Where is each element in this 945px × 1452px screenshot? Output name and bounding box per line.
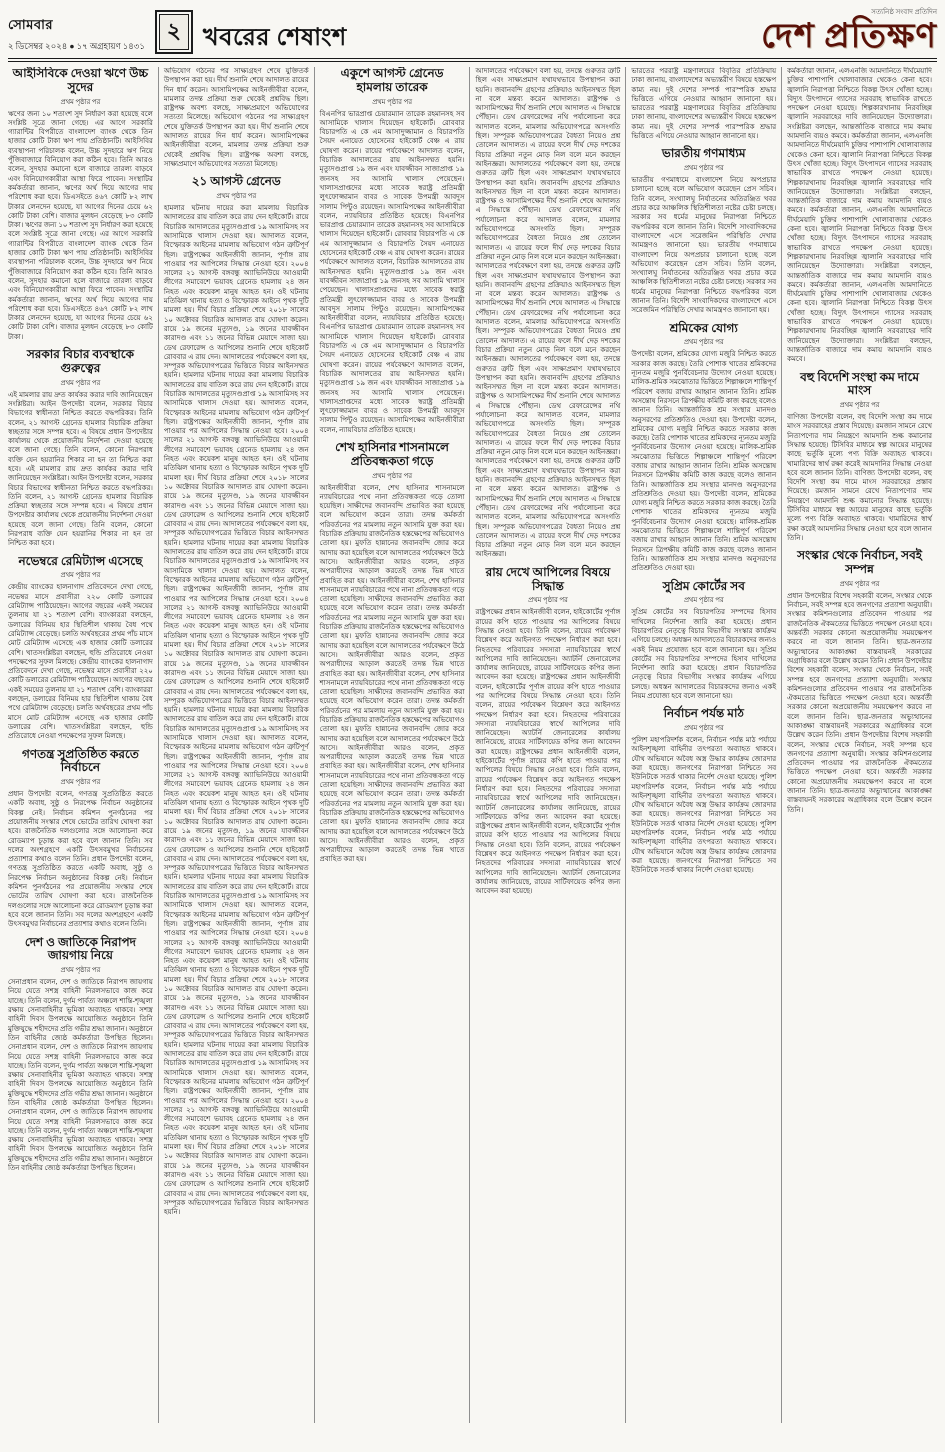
continued-label: প্রথম পৃষ্ঠার পর xyxy=(60,572,101,580)
article xyxy=(320,67,465,435)
article xyxy=(631,322,776,574)
news-column-2 xyxy=(159,67,315,1423)
article xyxy=(8,555,153,742)
article-headline: গণতন্ত্র সুপ্রতিষ্ঠিত করতে নির্বাচনে xyxy=(21,746,139,775)
article-body: সেনাপ্রধান বলেন, দেশ ও জাতিকে নিরাপদ জায়গায় নিয়ে যেতে সশস্ত্র বাহিনী নিরলসভাবে কাজ করে যাচ্ছে। তিনি বলেন, দুর্গম পার্বত্য অঞ্চলে শান্তি-শৃঙ্খলা রক্ষায় সেনাবাহিনীর ভূমিকা অব্যাহত থাকবে। সশস্ত্র বাহিনী দিবস উপলক্ষে আয়োজিত অনুষ্ঠানে তিনি মুক্তিযুদ্ধে শহীদদের প্রতি গভীর শ্রদ্ধা জানান। অনুষ্ঠানে তিন বাহিনীর জ্যেষ্ঠ কর্মকর্তারা উপস্থিত ছিলেন। সেনাপ্রধান বলেন, দেশ ও জাতিকে নিরাপদ জায়গায় নিয়ে যেতে সশস্ত্র বাহিনী নিরলসভাবে কাজ করে যাচ্ছে। তিনি বলেন, দুর্গম পার্বত্য অঞ্চলে শান্তি-শৃঙ্খলা রক্ষায় সেনাবাহিনীর ভূমিকা অব্যাহত থাকবে। সশস্ত্র বাহিনী দিবস উপলক্ষে আয়োজিত অনুষ্ঠানে তিনি মুক্তিযুদ্ধে শহীদদের প্রতি গভীর শ্রদ্ধা জানান। অনুষ্ঠানে তিন বাহিনীর জ্যেষ্ঠ কর্মকর্তারা উপস্থিত ছিলেন। সেনাপ্রধান বলেন, দেশ ও জাতিকে নিরাপদ জায়গায় নিয়ে যেতে সশস্ত্র বাহিনী নিরলসভাবে কাজ করে যাচ্ছে। তিনি বলেন, দুর্গম পার্বত্য অঞ্চলে শান্তি-শৃঙ্খলা রক্ষায় সেনাবাহিনীর ভূমিকা অব্যাহত থাকবে। সশস্ত্র বাহিনী দিবস উপলক্ষে আয়োজিত অনুষ্ঠানে তিনি মুক্তিযুদ্ধে শহীদদের প্রতি গভীর শ্রদ্ধা জানান। অনুষ্ঠানে তিন বাহিনীর জ্যেষ্ঠ কর্মকর্তারা উপস্থিত ছিলেন। xyxy=(8,978,153,1173)
page-number-badge xyxy=(155,10,193,54)
continued-label: প্রথম পৃষ্ঠার পর xyxy=(60,379,101,387)
continued-label: প্রথম পৃষ্ঠার পর xyxy=(60,779,101,787)
continued-label: প্রথম পৃষ্ঠার পর xyxy=(683,725,724,733)
news-columns xyxy=(8,67,937,1423)
article-body: প্রধান উপদেষ্টার বিশেষ সহকারী বলেন, সংস্কার থেকে নির্বাচন, সবই সম্পন্ন হবে জনগণের প্রত্যাশা অনুযায়ী। সংস্কার কমিশনগুলোর প্রতিবেদন পাওয়ার পর রাজনৈতিক ঐকমত্যের ভিত্তিতে পদক্ষেপ নেওয়া হবে। অন্তর্বর্তী সরকার কোনো অপ্রয়োজনীয় সময়ক্ষেপণ করবে না বলে জানান তিনি। ছাত্র-জনতার অভ্যুত্থানের আকাঙ্ক্ষা বাস্তবায়নই সরকারের অগ্রাধিকার বলে উল্লেখ করেন তিনি। প্রধান উপদেষ্টার বিশেষ সহকারী বলেন, সংস্কার থেকে নির্বাচন, সবই সম্পন্ন হবে জনগণের প্রত্যাশা অনুযায়ী। সংস্কার কমিশনগুলোর প্রতিবেদন পাওয়ার পর রাজনৈতিক ঐকমত্যের ভিত্তিতে পদক্ষেপ নেওয়া হবে। অন্তর্বর্তী সরকার কোনো অপ্রয়োজনীয় সময়ক্ষেপণ করবে না বলে জানান তিনি। ছাত্র-জনতার অভ্যুত্থানের আকাঙ্ক্ষা বাস্তবায়নই সরকারের অগ্রাধিকার বলে উল্লেখ করেন তিনি। প্রধান উপদেষ্টার বিশেষ সহকারী বলেন, সংস্কার থেকে নির্বাচন, সবই সম্পন্ন হবে জনগণের প্রত্যাশা অনুযায়ী। সংস্কার কমিশনগুলোর প্রতিবেদন পাওয়ার পর রাজনৈতিক ঐকমত্যের ভিত্তিতে পদক্ষেপ নেওয়া হবে। অন্তর্বর্তী সরকার কোনো অপ্রয়োজনীয় সময়ক্ষেপণ করবে না বলে জানান তিনি। ছাত্র-জনতার অভ্যুত্থানের আকাঙ্ক্ষা বাস্তবায়নই সরকারের অগ্রাধিকার বলে উল্লেখ করেন তিনি। xyxy=(787,591,932,814)
continued-label: প্রথম পৃষ্ঠার পর xyxy=(839,402,880,410)
continued-label: প্রথম পৃষ্ঠার পর xyxy=(372,472,412,480)
article-headline: সুপ্রিম কোর্টের সব xyxy=(662,578,745,593)
article-body: সুপ্রিম কোর্টের সব বিচারপতির সম্পদের হিসাব দাখিলের নির্দেশনা জারি করা হয়েছে। প্রধান বিচারপতির নেতৃত্বে বিচার বিভাগীয় সংস্কার কার্যক্রম এগিয়ে চলছে। অধস্তন আদালতের বিচারকদের জন্যও একই নিয়ম প্রযোজ্য হবে বলে জানানো হয়। সুপ্রিম কোর্টের সব বিচারপতির সম্পদের হিসাব দাখিলের নির্দেশনা জারি করা হয়েছে। প্রধান বিচারপতির নেতৃত্বে বিচার বিভাগীয় সংস্কার কার্যক্রম এগিয়ে চলছে। অধস্তন আদালতের বিচারকদের জন্যও একই নিয়ম প্রযোজ্য হবে বলে জানানো হয়। xyxy=(631,608,777,701)
article-body: এই মামলার রায় দ্রুত কার্যকর করার দাবি জানিয়েছেন সংশ্লিষ্টরা। আইন উপদেষ্টা বলেন, সরকার বিচার বিভাগের স্বাধীনতা নিশ্চিত করতে বদ্ধপরিকর। তিনি বলেন, ২১ আগস্ট গ্রেনেড হামলার বিচারিক প্রক্রিয়া স্বচ্ছতার সঙ্গে সম্পন্ন হবে। এ বিষয়ে প্রধান উপদেষ্টার কার্যালয় থেকে প্রয়োজনীয় নির্দেশনা দেওয়া হয়েছে বলে জানা গেছে। তিনি বলেন, কোনো নিরপরাধ ব্যক্তি যেন হয়রানির শিকার না হন তা নিশ্চিত করা হবে। এই মামলার রায় দ্রুত কার্যকর করার দাবি জানিয়েছেন সংশ্লিষ্টরা। আইন উপদেষ্টা বলেন, সরকার বিচার বিভাগের স্বাধীনতা নিশ্চিত করতে বদ্ধপরিকর। তিনি বলেন, ২১ আগস্ট গ্রেনেড হামলার বিচারিক প্রক্রিয়া স্বচ্ছতার সঙ্গে সম্পন্ন হবে। এ বিষয়ে প্রধান উপদেষ্টার কার্যালয় থেকে প্রয়োজনীয় নির্দেশনা দেওয়া হয়েছে বলে জানা গেছে। তিনি বলেন, কোনো নিরপরাধ ব্যক্তি যেন হয়রানির শিকার না হন তা নিশ্চিত করা হবে। xyxy=(8,390,153,548)
article xyxy=(164,175,309,1217)
article-headline: সংস্কার থেকে নির্বাচন, সবই সম্পন্ন xyxy=(797,548,923,577)
page-number: ২ xyxy=(166,17,181,43)
article-continuation xyxy=(164,67,309,169)
continued-label: প্রথম পৃষ্ঠার পর xyxy=(683,597,724,605)
article-headline: একুশে আগস্ট গ্রেনেড হামলায় তারেক xyxy=(340,67,444,94)
article-body: ভারতের পররাষ্ট্র মন্ত্রণালয়ের বিবৃতির প্রতিক্রিয়ায় ঢাকা জানায়, বাংলাদেশের অভ্যন্তরীণ বিষয়ে হস্তক্ষেপ কাম্য নয়। দুই দেশের সম্পর্ক পারস্পরিক শ্রদ্ধার ভিত্তিতে এগিয়ে নেওয়ার আহ্বান জানানো হয়। ভারতের পররাষ্ট্র মন্ত্রণালয়ের বিবৃতির প্রতিক্রিয়ায় ঢাকা জানায়, বাংলাদেশের অভ্যন্তরীণ বিষয়ে হস্তক্ষেপ কাম্য নয়। দুই দেশের সম্পর্ক পারস্পরিক শ্রদ্ধার ভিত্তিতে এগিয়ে নেওয়ার আহ্বান জানানো হয়। xyxy=(631,67,777,141)
masthead-block xyxy=(687,6,937,54)
article-body: ঋণের জন্য ১০ শতাংশ সুদ নির্ধারণ করা হয়েছে বলে সংশ্লিষ্ট সূত্রে জানা গেছে। এর আগে সরকারি গ্যারান্টির বিপরীতে বাংলাদেশ ব্যাংক থেকে তিন হাজার কোটি টাকা ঋণ পায় প্রতিষ্ঠানটি। আইসিবির ব্যবস্থাপনা পরিচালক বলেন, উচ্চ সুদহারে ঋণ নিয়ে পুঁজিবাজারে বিনিয়োগ করা কঠিন হবে। তিনি আরও বলেন, সুদহার কমানো হলে বাজারে তারল্য বাড়বে এবং বিনিয়োগকারীরা আস্থা ফিরে পাবেন। সংস্থাটির কর্মকর্তারা জানান, ঋণের অর্থ দিয়ে আগের দায় পরিশোধ করা হবে। ডিএসইতে ৪৬৭ কোটি ৮২ লাখ টাকার লেনদেন হয়েছে, যা আগের দিনের চেয়ে ৬২ কোটি টাকা বেশি। বাজার মূলধন বেড়েছে ৮৩ কোটি টাকা। ঋণের জন্য ১০ শতাংশ সুদ নির্ধারণ করা হয়েছে বলে সংশ্লিষ্ট সূত্রে জানা গেছে। এর আগে সরকারি গ্যারান্টির বিপরীতে বাংলাদেশ ব্যাংক থেকে তিন হাজার কোটি টাকা ঋণ পায় প্রতিষ্ঠানটি। আইসিবির ব্যবস্থাপনা পরিচালক বলেন, উচ্চ সুদহারে ঋণ নিয়ে পুঁজিবাজারে বিনিয়োগ করা কঠিন হবে। তিনি আরও বলেন, সুদহার কমানো হলে বাজারে তারল্য বাড়বে এবং বিনিয়োগকারীরা আস্থা ফিরে পাবেন। সংস্থাটির কর্মকর্তারা জানান, ঋণের অর্থ দিয়ে আগের দায় পরিশোধ করা হবে। ডিএসইতে ৪৬৭ কোটি ৮২ লাখ টাকার লেনদেন হয়েছে, যা আগের দিনের চেয়ে ৬২ কোটি টাকা বেশি। বাজার মূলধন বেড়েছে ৮৩ কোটি টাকা। xyxy=(8,109,153,341)
article-body: অভিযোগ গঠনের পর সাক্ষ্যগ্রহণ শেষে যুক্তিতর্ক উপস্থাপন করা হয়। দীর্ঘ শুনানি শেষে আদালত রায়ের দিন ধার্য করেন। আসামিপক্ষের আইনজীবীরা বলেন, মামলার তদন্ত প্রক্রিয়া শুরু থেকেই প্রশ্নবিদ্ধ ছিল। রাষ্ট্রপক্ষ অবশ্য বলছে, সাক্ষ্যপ্রমাণে অভিযোগের সত্যতা মিলেছে। অভিযোগ গঠনের পর সাক্ষ্যগ্রহণ শেষে যুক্তিতর্ক উপস্থাপন করা হয়। দীর্ঘ শুনানি শেষে আদালত রায়ের দিন ধার্য করেন। আসামিপক্ষের আইনজীবীরা বলেন, মামলার তদন্ত প্রক্রিয়া শুরু থেকেই প্রশ্নবিদ্ধ ছিল। রাষ্ট্রপক্ষ অবশ্য বলছে, সাক্ষ্যপ্রমাণে অভিযোগের সত্যতা মিলেছে। xyxy=(163,67,309,168)
continued-label: প্রথম পৃষ্ঠার পর xyxy=(216,193,257,201)
article-headline: ২১ আগস্ট গ্রেনেড xyxy=(191,174,281,189)
article-headline: নির্বাচন পর্যন্ত মাঠ xyxy=(663,706,744,721)
article-headline: বহু বিদেশি সংস্থা কম দামে মাংস xyxy=(800,369,920,398)
article-headline: শেখ হাসিনার শাসনামলে প্রতিবন্ধকতা গড়ে xyxy=(335,439,449,468)
article-body: কর্মকর্তারা জানান, এলএনজি আমদানিতে দীর্ঘমেয়াদি চুক্তির পাশাপাশি খোলাবাজার থেকেও কেনা হবে। জ্বালানি নিরাপত্তা নিশ্চিতে বিকল্প উৎস খোঁজা হচ্ছে। বিদ্যুৎ উৎপাদনে গ্যাসের সরবরাহ স্বাভাবিক রাখতে পদক্ষেপ নেওয়া হয়েছে। শিল্পকারখানায় নিরবচ্ছিন্ন জ্বালানি সরবরাহের দাবি জানিয়েছেন উদ্যোক্তারা। সংশ্লিষ্টরা বলছেন, আন্তর্জাতিক বাজারে দাম কমায় আমদানি ব্যয়ও কমবে। কর্মকর্তারা জানান, এলএনজি আমদানিতে দীর্ঘমেয়াদি চুক্তির পাশাপাশি খোলাবাজার থেকেও কেনা হবে। জ্বালানি নিরাপত্তা নিশ্চিতে বিকল্প উৎস খোঁজা হচ্ছে। বিদ্যুৎ উৎপাদনে গ্যাসের সরবরাহ স্বাভাবিক রাখতে পদক্ষেপ নেওয়া হয়েছে। শিল্পকারখানায় নিরবচ্ছিন্ন জ্বালানি সরবরাহের দাবি জানিয়েছেন উদ্যোক্তারা। সংশ্লিষ্টরা বলছেন, আন্তর্জাতিক বাজারে দাম কমায় আমদানি ব্যয়ও কমবে। কর্মকর্তারা জানান, এলএনজি আমদানিতে দীর্ঘমেয়াদি চুক্তির পাশাপাশি খোলাবাজার থেকেও কেনা হবে। জ্বালানি নিরাপত্তা নিশ্চিতে বিকল্প উৎস খোঁজা হচ্ছে। বিদ্যুৎ উৎপাদনে গ্যাসের সরবরাহ স্বাভাবিক রাখতে পদক্ষেপ নেওয়া হয়েছে। শিল্পকারখানায় নিরবচ্ছিন্ন জ্বালানি সরবরাহের দাবি জানিয়েছেন উদ্যোক্তারা। সংশ্লিষ্টরা বলছেন, আন্তর্জাতিক বাজারে দাম কমায় আমদানি ব্যয়ও কমবে। কর্মকর্তারা জানান, এলএনজি আমদানিতে দীর্ঘমেয়াদি চুক্তির পাশাপাশি খোলাবাজার থেকেও কেনা হবে। জ্বালানি নিরাপত্তা নিশ্চিতে বিকল্প উৎস খোঁজা হচ্ছে। বিদ্যুৎ উৎপাদনে গ্যাসের সরবরাহ স্বাভাবিক রাখতে পদক্ষেপ নেওয়া হয়েছে। শিল্পকারখানায় নিরবচ্ছিন্ন জ্বালানি সরবরাহের দাবি জানিয়েছেন উদ্যোক্তারা। সংশ্লিষ্টরা বলছেন, আন্তর্জাতিক বাজারে দাম কমায় আমদানি ব্যয়ও কমবে। xyxy=(787,67,932,364)
article xyxy=(8,67,153,342)
masthead-tagline: সত্যনিষ্ঠ সংবাদ প্রতিদিন xyxy=(871,8,937,16)
day-date-block xyxy=(8,16,145,54)
article-headline: দেশ ও জাতিকে নিরাপদ জায়গায় নিয়ে xyxy=(24,934,136,963)
continued-label: প্রথম পৃষ্ঠার পর xyxy=(839,580,880,588)
article-headline: রায় দেখে আপিলের বিষয়ে সিদ্ধান্ত xyxy=(485,564,611,593)
article xyxy=(8,348,153,549)
article-continuation xyxy=(787,67,932,365)
page-header xyxy=(8,6,937,62)
article-body: আইনজীবীরা বলেন, শেখ হাসিনার শাসনামলে ন্যায়বিচারের পথে নানা প্রতিবন্ধকতা গড়ে তোলা হয়েছিল। সাক্ষীদের জবানবন্দি প্রভাবিত করা হয়েছে বলে অভিযোগ করেন তারা। তদন্ত কর্মকর্তা পরিবর্তনের পর মামলায় নতুন আসামি যুক্ত করা হয়। বিচারিক প্রক্রিয়ায় রাজনৈতিক হস্তক্ষেপের অভিযোগও তোলা হয়। মুফতি হান্নানের জবানবন্দি জোর করে আদায় করা হয়েছিল বলে আদালতের পর্যবেক্ষণে উঠে আসে। আইনজীবীরা আরও বলেন, প্রকৃত অপরাধীদের আড়াল করতেই তদন্ত ভিন্ন খাতে প্রবাহিত করা হয়। আইনজীবীরা বলেন, শেখ হাসিনার শাসনামলে ন্যায়বিচারের পথে নানা প্রতিবন্ধকতা গড়ে তোলা হয়েছিল। সাক্ষীদের জবানবন্দি প্রভাবিত করা হয়েছে বলে অভিযোগ করেন তারা। তদন্ত কর্মকর্তা পরিবর্তনের পর মামলায় নতুন আসামি যুক্ত করা হয়। বিচারিক প্রক্রিয়ায় রাজনৈতিক হস্তক্ষেপের অভিযোগও তোলা হয়। মুফতি হান্নানের জবানবন্দি জোর করে আদায় করা হয়েছিল বলে আদালতের পর্যবেক্ষণে উঠে আসে। আইনজীবীরা আরও বলেন, প্রকৃত অপরাধীদের আড়াল করতেই তদন্ত ভিন্ন খাতে প্রবাহিত করা হয়। আইনজীবীরা বলেন, শেখ হাসিনার শাসনামলে ন্যায়বিচারের পথে নানা প্রতিবন্ধকতা গড়ে তোলা হয়েছিল। সাক্ষীদের জবানবন্দি প্রভাবিত করা হয়েছে বলে অভিযোগ করেন তারা। তদন্ত কর্মকর্তা পরিবর্তনের পর মামলায় নতুন আসামি যুক্ত করা হয়। বিচারিক প্রক্রিয়ায় রাজনৈতিক হস্তক্ষেপের অভিযোগও তোলা হয়। মুফতি হান্নানের জবানবন্দি জোর করে আদায় করা হয়েছিল বলে আদালতের পর্যবেক্ষণে উঠে আসে। আইনজীবীরা আরও বলেন, প্রকৃত অপরাধীদের আড়াল করতেই তদন্ত ভিন্ন খাতে প্রবাহিত করা হয়। আইনজীবীরা বলেন, শেখ হাসিনার শাসনামলে ন্যায়বিচারের পথে নানা প্রতিবন্ধকতা গড়ে তোলা হয়েছিল। সাক্ষীদের জবানবন্দি প্রভাবিত করা হয়েছে বলে অভিযোগ করেন তারা। তদন্ত কর্মকর্তা পরিবর্তনের পর মামলায় নতুন আসামি যুক্ত করা হয়। বিচারিক প্রক্রিয়ায় রাজনৈতিক হস্তক্ষেপের অভিযোগও তোলা হয়। মুফতি হান্নানের জবানবন্দি জোর করে আদায় করা হয়েছিল বলে আদালতের পর্যবেক্ষণে উঠে আসে। আইনজীবীরা আরও বলেন, প্রকৃত অপরাধীদের আড়াল করতেই তদন্ত ভিন্ন খাতে প্রবাহিত করা হয়। xyxy=(319,483,465,864)
news-column-4 xyxy=(470,67,626,1423)
article-headline: সরকার বিচার ব্যবস্থাকে গুরুত্বের xyxy=(26,347,134,375)
article-continuation xyxy=(475,67,620,560)
news-column-3 xyxy=(315,67,471,1423)
article xyxy=(8,748,153,930)
article-headline: ভারতীয় গণমাধ্যম xyxy=(661,146,746,161)
section-title: খবরের শেষাংশ xyxy=(202,25,347,51)
article-body: ভারতীয় গণমাধ্যমে বাংলাদেশ নিয়ে অপপ্রচার চালানো হচ্ছে বলে অভিযোগ করেছেন প্রেস সচিব। তিনি বলেন, সংখ্যালঘু নির্যাতনের অতিরঞ্জিত খবর প্রচার করে আঞ্চলিক স্থিতিশীলতা নষ্টের চেষ্টা চলছে। সরকার সব ধর্মের মানুষের নিরাপত্তা নিশ্চিতে বদ্ধপরিকর বলে জানান তিনি। বিদেশি সাংবাদিকদের বাংলাদেশে এসে সরেজমিন পরিস্থিতি দেখার আমন্ত্রণও জানানো হয়। ভারতীয় গণমাধ্যমে বাংলাদেশ নিয়ে অপপ্রচার চালানো হচ্ছে বলে অভিযোগ করেছেন প্রেস সচিব। তিনি বলেন, সংখ্যালঘু নির্যাতনের অতিরঞ্জিত খবর প্রচার করে আঞ্চলিক স্থিতিশীলতা নষ্টের চেষ্টা চলছে। সরকার সব ধর্মের মানুষের নিরাপত্তা নিশ্চিতে বদ্ধপরিকর বলে জানান তিনি। বিদেশি সাংবাদিকদের বাংলাদেশে এসে সরেজমিন পরিস্থিতি দেখার আমন্ত্রণও জানানো হয়। xyxy=(631,176,777,315)
news-column-6 xyxy=(782,67,937,1423)
continued-label: প্রথম পৃষ্ঠার পর xyxy=(683,339,724,347)
continued-label: প্রথম পৃষ্ঠার পর xyxy=(683,165,724,173)
article-body: বিএনপির ভারপ্রাপ্ত চেয়ারম্যান তারেক রহমানসহ সব আসামিকে খালাস দিয়েছেন হাইকোর্ট। রোববার বিচারপতি এ কে এম আসাদুজ্জামান ও বিচারপতি সৈয়দ এনায়েত হোসেনের হাইকোর্ট বেঞ্চ এ রায় ঘোষণা করেন। রায়ের পর্যবেক্ষণে আদালত বলেন, বিচারিক আদালতের রায় আইনসম্মত হয়নি। মৃত্যুদণ্ডপ্রাপ্ত ১৯ জন এবং যাবজ্জীবন সাজাপ্রাপ্ত ১৯ জনসহ সব আসামি খালাস পেয়েছেন। খালাসপ্রাপ্তদের মধ্যে সাবেক স্বরাষ্ট্র প্রতিমন্ত্রী লুৎফোজ্জামান বাবর ও সাবেক উপমন্ত্রী আবদুস সালাম পিন্টুও রয়েছেন। আসামিপক্ষের আইনজীবীরা বলেন, ন্যায়বিচার প্রতিষ্ঠিত হয়েছে। বিএনপির ভারপ্রাপ্ত চেয়ারম্যান তারেক রহমানসহ সব আসামিকে খালাস দিয়েছেন হাইকোর্ট। রোববার বিচারপতি এ কে এম আসাদুজ্জামান ও বিচারপতি সৈয়দ এনায়েত হোসেনের হাইকোর্ট বেঞ্চ এ রায় ঘোষণা করেন। রায়ের পর্যবেক্ষণে আদালত বলেন, বিচারিক আদালতের রায় আইনসম্মত হয়নি। মৃত্যুদণ্ডপ্রাপ্ত ১৯ জন এবং যাবজ্জীবন সাজাপ্রাপ্ত ১৯ জনসহ সব আসামি খালাস পেয়েছেন। খালাসপ্রাপ্তদের মধ্যে সাবেক স্বরাষ্ট্র প্রতিমন্ত্রী লুৎফোজ্জামান বাবর ও সাবেক উপমন্ত্রী আবদুস সালাম পিন্টুও রয়েছেন। আসামিপক্ষের আইনজীবীরা বলেন, ন্যায়বিচার প্রতিষ্ঠিত হয়েছে। বিএনপির ভারপ্রাপ্ত চেয়ারম্যান তারেক রহমানসহ সব আসামিকে খালাস দিয়েছেন হাইকোর্ট। রোববার বিচারপতি এ কে এম আসাদুজ্জামান ও বিচারপতি সৈয়দ এনায়েত হোসেনের হাইকোর্ট বেঞ্চ এ রায় ঘোষণা করেন। রায়ের পর্যবেক্ষণে আদালত বলেন, বিচারিক আদালতের রায় আইনসম্মত হয়নি। মৃত্যুদণ্ডপ্রাপ্ত ১৯ জন এবং যাবজ্জীবন সাজাপ্রাপ্ত ১৯ জনসহ সব আসামি খালাস পেয়েছেন। খালাসপ্রাপ্তদের মধ্যে সাবেক স্বরাষ্ট্র প্রতিমন্ত্রী লুৎফোজ্জামান বাবর ও সাবেক উপমন্ত্রী আবদুস সালাম পিন্টুও রয়েছেন। আসামিপক্ষের আইনজীবীরা বলেন, ন্যায়বিচার প্রতিষ্ঠিত হয়েছে। xyxy=(319,109,465,434)
article-body: রাষ্ট্রপক্ষের প্রধান আইনজীবী বলেন, হাইকোর্টের পূর্ণাঙ্গ রায়ের কপি হাতে পাওয়ার পর আপিলের বিষয়ে সিদ্ধান্ত নেওয়া হবে। তিনি বলেন, রায়ের পর্যবেক্ষণ বিশ্লেষণ করে আইনগত পদক্ষেপ নির্ধারণ করা হবে। নিহতদের পরিবারের সদস্যরা ন্যায়বিচারের স্বার্থে আপিলের দাবি জানিয়েছেন। অ্যাটর্নি জেনারেলের কার্যালয় জানিয়েছে, রায়ের সার্টিফায়েড কপির জন্য আবেদন করা হয়েছে। রাষ্ট্রপক্ষের প্রধান আইনজীবী বলেন, হাইকোর্টের পূর্ণাঙ্গ রায়ের কপি হাতে পাওয়ার পর আপিলের বিষয়ে সিদ্ধান্ত নেওয়া হবে। তিনি বলেন, রায়ের পর্যবেক্ষণ বিশ্লেষণ করে আইনগত পদক্ষেপ নির্ধারণ করা হবে। নিহতদের পরিবারের সদস্যরা ন্যায়বিচারের স্বার্থে আপিলের দাবি জানিয়েছেন। অ্যাটর্নি জেনারেলের কার্যালয় জানিয়েছে, রায়ের সার্টিফায়েড কপির জন্য আবেদন করা হয়েছে। রাষ্ট্রপক্ষের প্রধান আইনজীবী বলেন, হাইকোর্টের পূর্ণাঙ্গ রায়ের কপি হাতে পাওয়ার পর আপিলের বিষয়ে সিদ্ধান্ত নেওয়া হবে। তিনি বলেন, রায়ের পর্যবেক্ষণ বিশ্লেষণ করে আইনগত পদক্ষেপ নির্ধারণ করা হবে। নিহতদের পরিবারের সদস্যরা ন্যায়বিচারের স্বার্থে আপিলের দাবি জানিয়েছেন। অ্যাটর্নি জেনারেলের কার্যালয় জানিয়েছে, রায়ের সার্টিফায়েড কপির জন্য আবেদন করা হয়েছে। রাষ্ট্রপক্ষের প্রধান আইনজীবী বলেন, হাইকোর্টের পূর্ণাঙ্গ রায়ের কপি হাতে পাওয়ার পর আপিলের বিষয়ে সিদ্ধান্ত নেওয়া হবে। তিনি বলেন, রায়ের পর্যবেক্ষণ বিশ্লেষণ করে আইনগত পদক্ষেপ নির্ধারণ করা হবে। নিহতদের পরিবারের সদস্যরা ন্যায়বিচারের স্বার্থে আপিলের দাবি জানিয়েছেন। অ্যাটর্নি জেনারেলের কার্যালয় জানিয়েছে, রায়ের সার্টিফায়েড কপির জন্য আবেদন করা হয়েছে। xyxy=(475,608,621,896)
continued-label: প্রথম পৃষ্ঠার পর xyxy=(60,98,101,106)
article-body: প্রধান উপদেষ্টা বলেন, গণতন্ত্র সুপ্রতিষ্ঠিত করতে একটি অবাধ, সুষ্ঠু ও নিরপেক্ষ নির্বাচন অনুষ্ঠানের বিকল্প নেই। নির্বাচন কমিশন পুনর্গঠনের পর প্রয়োজনীয় সংস্কার শেষে ভোটের তারিখ ঘোষণা করা হবে। রাজনৈতিক দলগুলোর সঙ্গে আলোচনা করে রোডম্যাপ চূড়ান্ত করা হবে বলে জানান তিনি। সব দলের অংশগ্রহণে একটি উৎসবমুখর নির্বাচনের প্রত্যাশার কথাও বলেন তিনি। প্রধান উপদেষ্টা বলেন, গণতন্ত্র সুপ্রতিষ্ঠিত করতে একটি অবাধ, সুষ্ঠু ও নিরপেক্ষ নির্বাচন অনুষ্ঠানের বিকল্প নেই। নির্বাচন কমিশন পুনর্গঠনের পর প্রয়োজনীয় সংস্কার শেষে ভোটের তারিখ ঘোষণা করা হবে। রাজনৈতিক দলগুলোর সঙ্গে আলোচনা করে রোডম্যাপ চূড়ান্ত করা হবে বলে জানান তিনি। সব দলের অংশগ্রহণে একটি উৎসবমুখর নির্বাচনের প্রত্যাশার কথাও বলেন তিনি। xyxy=(8,790,153,929)
continued-label: প্রথম পৃষ্ঠার পর xyxy=(528,597,568,605)
article-body: উপদেষ্টা বলেন, শ্রমিকের যোগ্য মজুরি নিশ্চিত করতে সরকার কাজ করছে। তৈরি পোশাক খাতের শ্রমিকদের ন্যূনতম মজুরি পুনর্বিবেচনার উদ্যোগ নেওয়া হয়েছে। মালিক-শ্রমিক সমঝোতার ভিত্তিতে শিল্পাঞ্চলে শান্তিপূর্ণ পরিবেশ বজায় রাখার আহ্বান জানান তিনি। শ্রমিক অসন্তোষ নিরসনে ত্রিপক্ষীয় কমিটি কাজ করছে বলেও জানান তিনি। আন্তর্জাতিক শ্রম সংস্থার মানদণ্ড অনুসরণের প্রতিশ্রুতিও দেওয়া হয়। উপদেষ্টা বলেন, শ্রমিকের যোগ্য মজুরি নিশ্চিত করতে সরকার কাজ করছে। তৈরি পোশাক খাতের শ্রমিকদের ন্যূনতম মজুরি পুনর্বিবেচনার উদ্যোগ নেওয়া হয়েছে। মালিক-শ্রমিক সমঝোতার ভিত্তিতে শিল্পাঞ্চলে শান্তিপূর্ণ পরিবেশ বজায় রাখার আহ্বান জানান তিনি। শ্রমিক অসন্তোষ নিরসনে ত্রিপক্ষীয় কমিটি কাজ করছে বলেও জানান তিনি। আন্তর্জাতিক শ্রম সংস্থার মানদণ্ড অনুসরণের প্রতিশ্রুতিও দেওয়া হয়। উপদেষ্টা বলেন, শ্রমিকের যোগ্য মজুরি নিশ্চিত করতে সরকার কাজ করছে। তৈরি পোশাক খাতের শ্রমিকদের ন্যূনতম মজুরি পুনর্বিবেচনার উদ্যোগ নেওয়া হয়েছে। মালিক-শ্রমিক সমঝোতার ভিত্তিতে শিল্পাঞ্চলে শান্তিপূর্ণ পরিবেশ বজায় রাখার আহ্বান জানান তিনি। শ্রমিক অসন্তোষ নিরসনে ত্রিপক্ষীয় কমিটি কাজ করছে বলেও জানান তিনি। আন্তর্জাতিক শ্রম সংস্থার মানদণ্ড অনুসরণের প্রতিশ্রুতিও দেওয়া হয়। xyxy=(631,350,777,573)
news-column-5 xyxy=(626,67,782,1423)
article xyxy=(631,707,776,875)
article xyxy=(475,566,620,897)
article-headline: আইসিবিকে দেওয়া ঋণে উচ্চ সুদের xyxy=(12,67,149,94)
article-headline: শ্রমিকের যোগ্য xyxy=(669,320,738,335)
article-body: বাণিজ্য উপদেষ্টা বলেন, বহু বিদেশি সংস্থা কম দামে মাংস সরবরাহের প্রস্তাব দিয়েছে। রমজান সামনে রেখে নিত্যপণ্যের দাম নিয়ন্ত্রণে আমদানি শুল্ক কমানোর সিদ্ধান্ত হয়েছে। টিসিবির মাধ্যমে স্বল্প আয়ের মানুষের কাছে ভর্তুকি মূল্যে পণ্য বিক্রি অব্যাহত থাকবে। খামারিদের স্বার্থ রক্ষা করেই আমদানির সিদ্ধান্ত নেওয়া হবে বলে জানান তিনি। বাণিজ্য উপদেষ্টা বলেন, বহু বিদেশি সংস্থা কম দামে মাংস সরবরাহের প্রস্তাব দিয়েছে। রমজান সামনে রেখে নিত্যপণ্যের দাম নিয়ন্ত্রণে আমদানি শুল্ক কমানোর সিদ্ধান্ত হয়েছে। টিসিবির মাধ্যমে স্বল্প আয়ের মানুষের কাছে ভর্তুকি মূল্যে পণ্য বিক্রি অব্যাহত থাকবে। খামারিদের স্বার্থ রক্ষা করেই আমদানির সিদ্ধান্ত নেওয়া হবে বলে জানান তিনি। xyxy=(787,413,932,542)
masthead: দেশ প্রতিক্ষণ xyxy=(761,18,937,55)
article-body: পুলিশ মহাপরিদর্শক বলেন, নির্বাচন পর্যন্ত মাঠ পর্যায়ে আইনশৃঙ্খলা বাহিনীর তৎপরতা অব্যাহত থাকবে। যৌথ অভিযানে অবৈধ অস্ত্র উদ্ধার কার্যক্রম জোরদার করা হয়েছে। জনগণের নিরাপত্তা নিশ্চিতে সব ইউনিটকে সতর্ক থাকার নির্দেশ দেওয়া হয়েছে। পুলিশ মহাপরিদর্শক বলেন, নির্বাচন পর্যন্ত মাঠ পর্যায়ে আইনশৃঙ্খলা বাহিনীর তৎপরতা অব্যাহত থাকবে। যৌথ অভিযানে অবৈধ অস্ত্র উদ্ধার কার্যক্রম জোরদার করা হয়েছে। জনগণের নিরাপত্তা নিশ্চিতে সব ইউনিটকে সতর্ক থাকার নির্দেশ দেওয়া হয়েছে। পুলিশ মহাপরিদর্শক বলেন, নির্বাচন পর্যন্ত মাঠ পর্যায়ে আইনশৃঙ্খলা বাহিনীর তৎপরতা অব্যাহত থাকবে। যৌথ অভিযানে অবৈধ অস্ত্র উদ্ধার কার্যক্রম জোরদার করা হয়েছে। জনগণের নিরাপত্তা নিশ্চিতে সব ইউনিটকে সতর্ক থাকার নির্দেশ দেওয়া হয়েছে। xyxy=(631,736,777,875)
article-continuation xyxy=(631,67,776,141)
article xyxy=(787,549,932,815)
article xyxy=(631,580,776,702)
article-body: কেন্দ্রীয় ব্যাংকের হালনাগাদ প্রতিবেদনে দেখা গেছে, নভেম্বর মাসে প্রবাসীরা ২২০ কোটি ডলারের রেমিট্যান্স পাঠিয়েছেন। আগের বছরের একই সময়ের তুলনায় যা ২১ শতাংশ বেশি। ব্যাংকাররা বলছেন, ডলারের বিনিময় হার স্থিতিশীল থাকায় বৈধ পথে রেমিট্যান্স বেড়েছে। চলতি অর্থবছরের প্রথম পাঁচ মাসে মোট রেমিট্যান্স এসেছে এক হাজার কোটি ডলারের বেশি। খাতসংশ্লিষ্টরা বলছেন, হুন্ডি প্রতিরোধে নেওয়া পদক্ষেপের সুফল মিলছে। কেন্দ্রীয় ব্যাংকের হালনাগাদ প্রতিবেদনে দেখা গেছে, নভেম্বর মাসে প্রবাসীরা ২২০ কোটি ডলারের রেমিট্যান্স পাঠিয়েছেন। আগের বছরের একই সময়ের তুলনায় যা ২১ শতাংশ বেশি। ব্যাংকাররা বলছেন, ডলারের বিনিময় হার স্থিতিশীল থাকায় বৈধ পথে রেমিট্যান্স বেড়েছে। চলতি অর্থবছরের প্রথম পাঁচ মাসে মোট রেমিট্যান্স এসেছে এক হাজার কোটি ডলারের বেশি। খাতসংশ্লিষ্টরা বলছেন, হুন্ডি প্রতিরোধে নেওয়া পদক্ষেপের সুফল মিলছে। xyxy=(8,583,153,741)
article-body: হামলার ঘটনায় দায়ের করা মামলায় বিচারিক আদালতের রায় বাতিল করে রায় দেন হাইকোর্ট। রায়ে বিচারিক আদালতের মৃত্যুদণ্ডপ্রাপ্ত ১৯ আসামিসহ সব আসামিকে খালাস দেওয়া হয়। আদালত বলেন, বিস্ফোরক আইনের মামলায় অভিযোগ গঠন ত্রুটিপূর্ণ ছিল। রাষ্ট্রপক্ষের আইনজীবী জানান, পূর্ণাঙ্গ রায় পাওয়ার পর আপিলের সিদ্ধান্ত নেওয়া হবে। ২০০৪ সালের ২১ আগস্ট বঙ্গবন্ধু অ্যাভিনিউয়ে আওয়ামী লীগের সমাবেশে ভয়াবহ গ্রেনেড হামলায় ২৪ জন নিহত এবং কয়েকশ মানুষ আহত হন। ওই ঘটনায় মতিঝিল থানায় হত্যা ও বিস্ফোরক আইনে পৃথক দুটি মামলা হয়। দীর্ঘ বিচার প্রক্রিয়া শেষে ২০১৮ সালের ১০ অক্টোবর বিচারিক আদালত রায় ঘোষণা করেন। রায়ে ১৯ জনের মৃত্যুদণ্ড, ১৯ জনের যাবজ্জীবন কারাদণ্ড এবং ১১ জনের বিভিন্ন মেয়াদে সাজা হয়। ডেথ রেফারেন্স ও আপিলের শুনানি শেষে হাইকোর্ট রোববার এ রায় দেন। আদালতের পর্যবেক্ষণে বলা হয়, সম্পূরক অভিযোগপত্রের ভিত্তিতে বিচার আইনসম্মত হয়নি। হামলার ঘটনায় দায়ের করা মামলায় বিচারিক আদালতের রায় বাতিল করে রায় দেন হাইকোর্ট। রায়ে বিচারিক আদালতের মৃত্যুদণ্ডপ্রাপ্ত ১৯ আসামিসহ সব আসামিকে খালাস দেওয়া হয়। আদালত বলেন, বিস্ফোরক আইনের মামলায় অভিযোগ গঠন ত্রুটিপূর্ণ ছিল। রাষ্ট্রপক্ষের আইনজীবী জানান, পূর্ণাঙ্গ রায় পাওয়ার পর আপিলের সিদ্ধান্ত নেওয়া হবে। ২০০৪ সালের ২১ আগস্ট বঙ্গবন্ধু অ্যাভিনিউয়ে আওয়ামী লীগের সমাবেশে ভয়াবহ গ্রেনেড হামলায় ২৪ জন নিহত এবং কয়েকশ মানুষ আহত হন। ওই ঘটনায় মতিঝিল থানায় হত্যা ও বিস্ফোরক আইনে পৃথক দুটি মামলা হয়। দীর্ঘ বিচার প্রক্রিয়া শেষে ২০১৮ সালের ১০ অক্টোবর বিচারিক আদালত রায় ঘোষণা করেন। রায়ে ১৯ জনের মৃত্যুদণ্ড, ১৯ জনের যাবজ্জীবন কারাদণ্ড এবং ১১ জনের বিভিন্ন মেয়াদে সাজা হয়। ডেথ রেফারেন্স ও আপিলের শুনানি শেষে হাইকোর্ট রোববার এ রায় দেন। আদালতের পর্যবেক্ষণে বলা হয়, সম্পূরক অভিযোগপত্রের ভিত্তিতে বিচার আইনসম্মত হয়নি। হামলার ঘটনায় দায়ের করা মামলায় বিচারিক আদালতের রায় বাতিল করে রায় দেন হাইকোর্ট। রায়ে বিচারিক আদালতের মৃত্যুদণ্ডপ্রাপ্ত ১৯ আসামিসহ সব আসামিকে খালাস দেওয়া হয়। আদালত বলেন, বিস্ফোরক আইনের মামলায় অভিযোগ গঠন ত্রুটিপূর্ণ ছিল। রাষ্ট্রপক্ষের আইনজীবী জানান, পূর্ণাঙ্গ রায় পাওয়ার পর আপিলের সিদ্ধান্ত নেওয়া হবে। ২০০৪ সালের ২১ আগস্ট বঙ্গবন্ধু অ্যাভিনিউয়ে আওয়ামী লীগের সমাবেশে ভয়াবহ গ্রেনেড হামলায় ২৪ জন নিহত এবং কয়েকশ মানুষ আহত হন। ওই ঘটনায় মতিঝিল থানায় হত্যা ও বিস্ফোরক আইনে পৃথক দুটি মামলা হয়। দীর্ঘ বিচার প্রক্রিয়া শেষে ২০১৮ সালের ১০ অক্টোবর বিচারিক আদালত রায় ঘোষণা করেন। রায়ে ১৯ জনের মৃত্যুদণ্ড, ১৯ জনের যাবজ্জীবন কারাদণ্ড এবং ১১ জনের বিভিন্ন মেয়াদে সাজা হয়। ডেথ রেফারেন্স ও আপিলের শুনানি শেষে হাইকোর্ট রোববার এ রায় দেন। আদালতের পর্যবেক্ষণে বলা হয়, সম্পূরক অভিযোগপত্রের ভিত্তিতে বিচার আইনসম্মত হয়নি। হামলার ঘটনায় দায়ের করা মামলায় বিচারিক আদালতের রায় বাতিল করে রায় দেন হাইকোর্ট। রায়ে বিচারিক আদালতের মৃত্যুদণ্ডপ্রাপ্ত ১৯ আসামিসহ সব আসামিকে খালাস দেওয়া হয়। আদালত বলেন, বিস্ফোরক আইনের মামলায় অভিযোগ গঠন ত্রুটিপূর্ণ ছিল। রাষ্ট্রপক্ষের আইনজীবী জানান, পূর্ণাঙ্গ রায় পাওয়ার পর আপিলের সিদ্ধান্ত নেওয়া হবে। ২০০৪ সালের ২১ আগস্ট বঙ্গবন্ধু অ্যাভিনিউয়ে আওয়ামী লীগের সমাবেশে ভয়াবহ গ্রেনেড হামলায় ২৪ জন নিহত এবং কয়েকশ মানুষ আহত হন। ওই ঘটনায় মতিঝিল থানায় হত্যা ও বিস্ফোরক আইনে পৃথক দুটি মামলা হয়। দীর্ঘ বিচার প্রক্রিয়া শেষে ২০১৮ সালের ১০ অক্টোবর বিচারিক আদালত রায় ঘোষণা করেন। রায়ে ১৯ জনের মৃত্যুদণ্ড, ১৯ জনের যাবজ্জীবন কারাদণ্ড এবং ১১ জনের বিভিন্ন মেয়াদে সাজা হয়। ডেথ রেফারেন্স ও আপিলের শুনানি শেষে হাইকোর্ট রোববার এ রায় দেন। আদালতের পর্যবেক্ষণে বলা হয়, সম্পূরক অভিযোগপত্রের ভিত্তিতে বিচার আইনসম্মত হয়নি। হামলার ঘটনায় দায়ের করা মামলায় বিচারিক আদালতের রায় বাতিল করে রায় দেন হাইকোর্ট। রায়ে বিচারিক আদালতের মৃত্যুদণ্ডপ্রাপ্ত ১৯ আসামিসহ সব আসামিকে খালাস দেওয়া হয়। আদালত বলেন, বিস্ফোরক আইনের মামলায় অভিযোগ গঠন ত্রুটিপূর্ণ ছিল। রাষ্ট্রপক্ষের আইনজীবী জানান, পূর্ণাঙ্গ রায় পাওয়ার পর আপিলের সিদ্ধান্ত নেওয়া হবে। ২০০৪ সালের ২১ আগস্ট বঙ্গবন্ধু অ্যাভিনিউয়ে আওয়ামী লীগের সমাবেশে ভয়াবহ গ্রেনেড হামলায় ২৪ জন নিহত এবং কয়েকশ মানুষ আহত হন। ওই ঘটনায় মতিঝিল থানায় হত্যা ও বিস্ফোরক আইনে পৃথক দুটি মামলা হয়। দীর্ঘ বিচার প্রক্রিয়া শেষে ২০১৮ সালের ১০ অক্টোবর বিচারিক আদালত রায় ঘোষণা করেন। রায়ে ১৯ জনের মৃত্যুদণ্ড, ১৯ জনের যাবজ্জীবন কারাদণ্ড এবং ১১ জনের বিভিন্ন মেয়াদে সাজা হয়। ডেথ রেফারেন্স ও আপিলের শুনানি শেষে হাইকোর্ট রোববার এ রায় দেন। আদালতের পর্যবেক্ষণে বলা হয়, সম্পূরক অভিযোগপত্রের ভিত্তিতে বিচার আইনসম্মত হয়নি। হামলার ঘটনায় দায়ের করা মামলায় বিচারিক আদালতের রায় বাতিল করে রায় দেন হাইকোর্ট। রায়ে বিচারিক আদালতের মৃত্যুদণ্ডপ্রাপ্ত ১৯ আসামিসহ সব আসামিকে খালাস দেওয়া হয়। আদালত বলেন, বিস্ফোরক আইনের মামলায় অভিযোগ গঠন ত্রুটিপূর্ণ ছিল। রাষ্ট্রপক্ষের আইনজীবী জানান, পূর্ণাঙ্গ রায় পাওয়ার পর আপিলের সিদ্ধান্ত নেওয়া হবে। ২০০৪ সালের ২১ আগস্ট বঙ্গবন্ধু অ্যাভিনিউয়ে আওয়ামী লীগের সমাবেশে ভয়াবহ গ্রেনেড হামলায় ২৪ জন নিহত এবং কয়েকশ মানুষ আহত হন। ওই ঘটনায় মতিঝিল থানায় হত্যা ও বিস্ফোরক আইনে পৃথক দুটি মামলা হয়। দীর্ঘ বিচার প্রক্রিয়া শেষে ২০১৮ সালের ১০ অক্টোবর বিচারিক আদালত রায় ঘোষণা করেন। রায়ে ১৯ জনের মৃত্যুদণ্ড, ১৯ জনের যাবজ্জীবন কারাদণ্ড এবং ১১ জনের বিভিন্ন মেয়াদে সাজা হয়। ডেথ রেফারেন্স ও আপিলের শুনানি শেষে হাইকোর্ট রোববার এ রায় দেন। আদালতের পর্যবেক্ষণে বলা হয়, সম্পূরক অভিযোগপত্রের ভিত্তিতে বিচার আইনসম্মত হয়নি। xyxy=(163,204,309,1217)
article xyxy=(320,441,465,865)
article xyxy=(8,936,153,1174)
continued-label: প্রথম পৃষ্ঠার পর xyxy=(60,967,101,975)
article xyxy=(787,371,932,544)
continued-label: প্রথম পৃষ্ঠার পর xyxy=(372,98,412,106)
article-body: আদালতের পর্যবেক্ষণে বলা হয়, তদন্তে গুরুতর ত্রুটি ছিল এবং সাক্ষ্যপ্রমাণ যথাযথভাবে উপস্থাপন করা হয়নি। জবানবন্দি গ্রহণের প্রক্রিয়াও আইনসম্মত ছিল না বলে মন্তব্য করেন আদালত। রাষ্ট্রপক্ষ ও আসামিপক্ষের দীর্ঘ শুনানি শেষে আদালত এ সিদ্ধান্তে পৌঁছান। ডেথ রেফারেন্সের নথি পর্যালোচনা করে আদালত বলেন, মামলার অভিযোগপত্রে অসংগতি ছিল। সম্পূরক অভিযোগপত্রের বৈধতা নিয়েও প্রশ্ন তোলেন আদালত। এ রায়ের ফলে দীর্ঘ দেড় দশকের বিচার প্রক্রিয়া নতুন মোড় নিল বলে মনে করছেন আইনজ্ঞরা। আদালতের পর্যবেক্ষণে বলা হয়, তদন্তে গুরুতর ত্রুটি ছিল এবং সাক্ষ্যপ্রমাণ যথাযথভাবে উপস্থাপন করা হয়নি। জবানবন্দি গ্রহণের প্রক্রিয়াও আইনসম্মত ছিল না বলে মন্তব্য করেন আদালত। রাষ্ট্রপক্ষ ও আসামিপক্ষের দীর্ঘ শুনানি শেষে আদালত এ সিদ্ধান্তে পৌঁছান। ডেথ রেফারেন্সের নথি পর্যালোচনা করে আদালত বলেন, মামলার অভিযোগপত্রে অসংগতি ছিল। সম্পূরক অভিযোগপত্রের বৈধতা নিয়েও প্রশ্ন তোলেন আদালত। এ রায়ের ফলে দীর্ঘ দেড় দশকের বিচার প্রক্রিয়া নতুন মোড় নিল বলে মনে করছেন আইনজ্ঞরা। আদালতের পর্যবেক্ষণে বলা হয়, তদন্তে গুরুতর ত্রুটি ছিল এবং সাক্ষ্যপ্রমাণ যথাযথভাবে উপস্থাপন করা হয়নি। জবানবন্দি গ্রহণের প্রক্রিয়াও আইনসম্মত ছিল না বলে মন্তব্য করেন আদালত। রাষ্ট্রপক্ষ ও আসামিপক্ষের দীর্ঘ শুনানি শেষে আদালত এ সিদ্ধান্তে পৌঁছান। ডেথ রেফারেন্সের নথি পর্যালোচনা করে আদালত বলেন, মামলার অভিযোগপত্রে অসংগতি ছিল। সম্পূরক অভিযোগপত্রের বৈধতা নিয়েও প্রশ্ন তোলেন আদালত। এ রায়ের ফলে দীর্ঘ দেড় দশকের বিচার প্রক্রিয়া নতুন মোড় নিল বলে মনে করছেন আইনজ্ঞরা। আদালতের পর্যবেক্ষণে বলা হয়, তদন্তে গুরুতর ত্রুটি ছিল এবং সাক্ষ্যপ্রমাণ যথাযথভাবে উপস্থাপন করা হয়নি। জবানবন্দি গ্রহণের প্রক্রিয়াও আইনসম্মত ছিল না বলে মন্তব্য করেন আদালত। রাষ্ট্রপক্ষ ও আসামিপক্ষের দীর্ঘ শুনানি শেষে আদালত এ সিদ্ধান্তে পৌঁছান। ডেথ রেফারেন্সের নথি পর্যালোচনা করে আদালত বলেন, মামলার অভিযোগপত্রে অসংগতি ছিল। সম্পূরক অভিযোগপত্রের বৈধতা নিয়েও প্রশ্ন তোলেন আদালত। এ রায়ের ফলে দীর্ঘ দেড় দশকের বিচার প্রক্রিয়া নতুন মোড় নিল বলে মনে করছেন আইনজ্ঞরা। আদালতের পর্যবেক্ষণে বলা হয়, তদন্তে গুরুতর ত্রুটি ছিল এবং সাক্ষ্যপ্রমাণ যথাযথভাবে উপস্থাপন করা হয়নি। জবানবন্দি গ্রহণের প্রক্রিয়াও আইনসম্মত ছিল না বলে মন্তব্য করেন আদালত। রাষ্ট্রপক্ষ ও আসামিপক্ষের দীর্ঘ শুনানি শেষে আদালত এ সিদ্ধান্তে পৌঁছান। ডেথ রেফারেন্সের নথি পর্যালোচনা করে আদালত বলেন, মামলার অভিযোগপত্রে অসংগতি ছিল। সম্পূরক অভিযোগপত্রের বৈধতা নিয়েও প্রশ্ন তোলেন আদালত। এ রায়ের ফলে দীর্ঘ দেড় দশকের বিচার প্রক্রিয়া নতুন মোড় নিল বলে মনে করছেন আইনজ্ঞরা। xyxy=(475,67,621,559)
news-column-1 xyxy=(8,67,159,1423)
date-line: ২ ডিসেম্বর ২০২৪ ● ১৭ অগ্রহায়ণ ১৪৩১ xyxy=(8,41,145,51)
article-headline: নভেম্বরে রেমিট্যান্স এসেছে xyxy=(18,553,143,568)
article xyxy=(631,147,776,315)
day-label: সোমবার xyxy=(8,17,54,32)
